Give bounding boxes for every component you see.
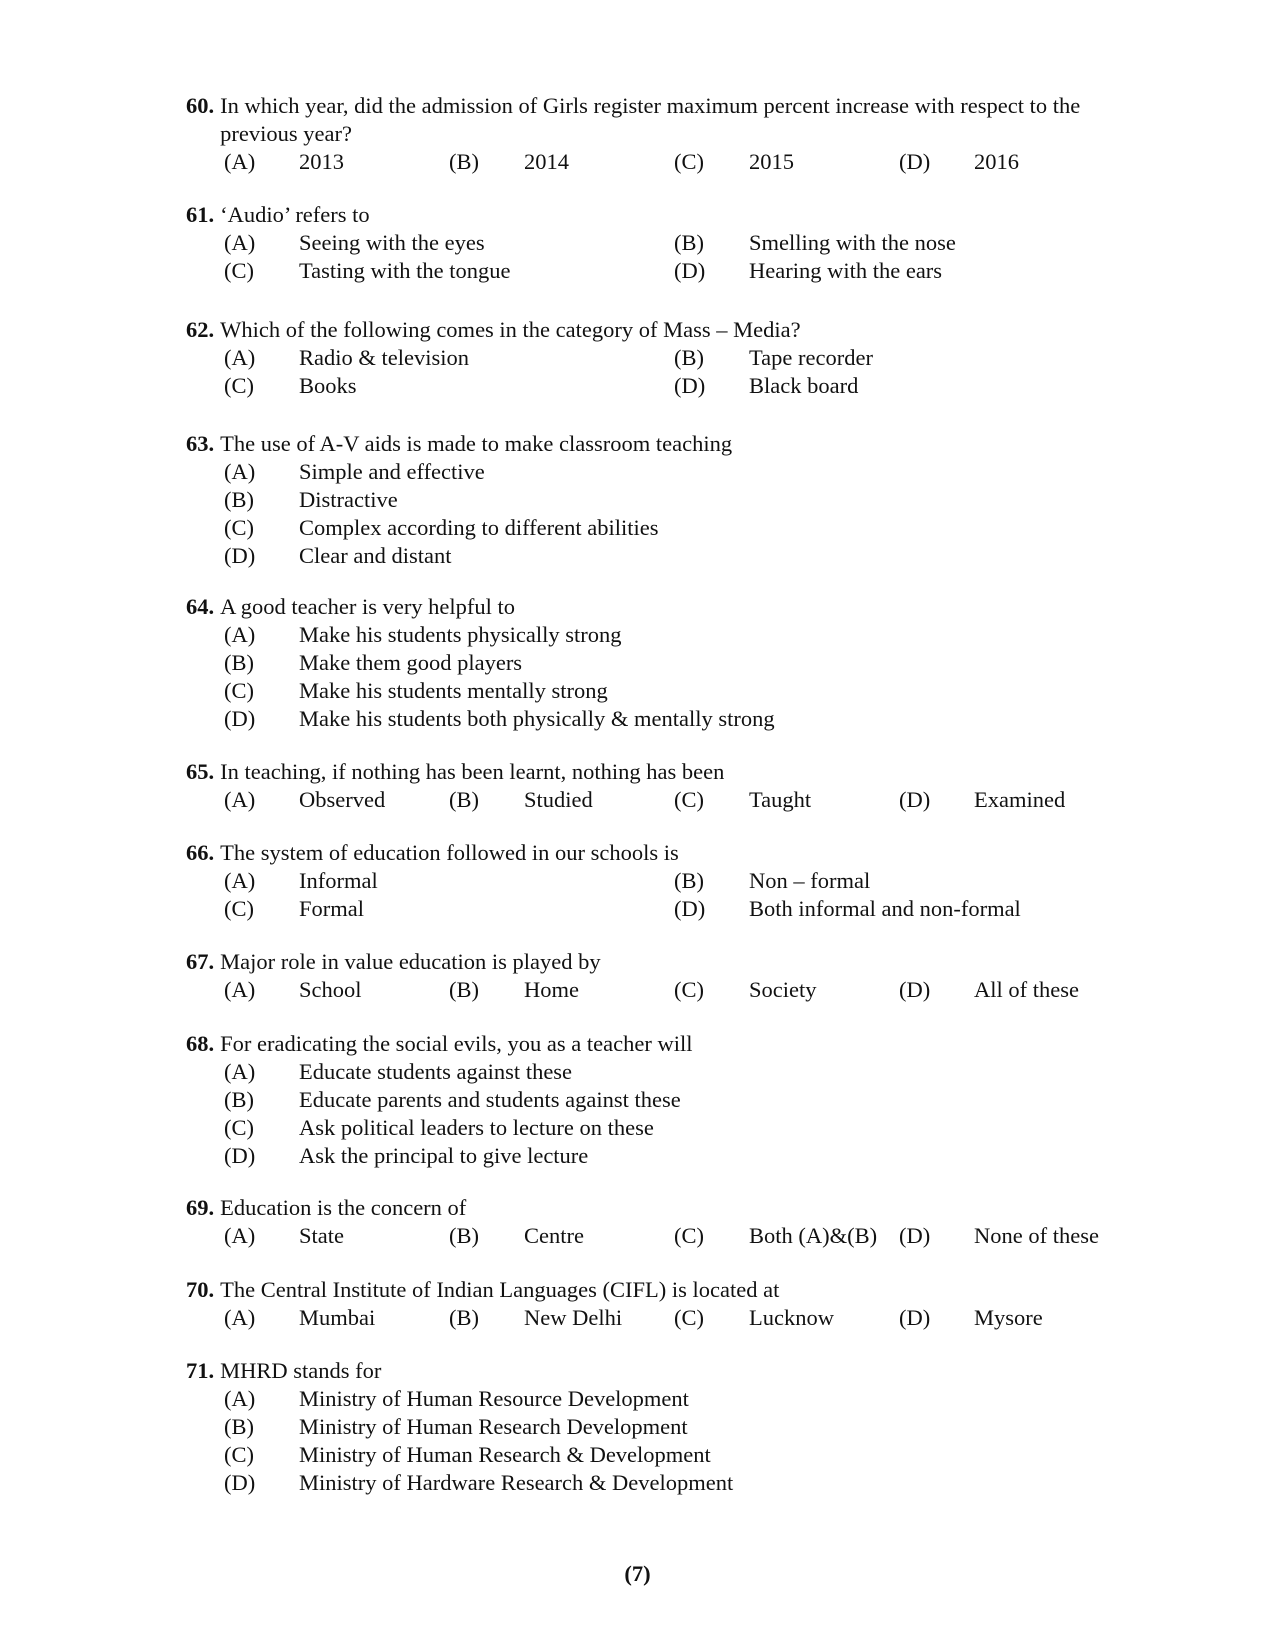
option-d: [674, 372, 1124, 400]
option-d: [224, 1469, 733, 1497]
option-row: [224, 1441, 1146, 1469]
option-row: [224, 1058, 1146, 1086]
option-a: [224, 458, 485, 486]
option-d: [674, 257, 1124, 285]
option-text: Make his students physically strong: [299, 622, 622, 647]
option-text: 2014: [524, 149, 569, 174]
option-text: State: [299, 1223, 344, 1248]
option-d: [899, 786, 1124, 814]
option-label: (B): [674, 868, 704, 893]
question-stem: [186, 201, 1146, 229]
option-group: [224, 1222, 1146, 1250]
option-row: [224, 458, 1146, 486]
question-number: 60.: [186, 93, 215, 118]
option-b: [449, 1304, 674, 1332]
option-row: [224, 976, 1146, 1004]
option-label: (D): [674, 258, 706, 283]
question-69: [186, 1194, 1146, 1250]
option-text: Ask political leaders to lecture on these: [299, 1115, 654, 1140]
question-number: 68.: [186, 1031, 215, 1056]
option-label: (D): [224, 1470, 256, 1495]
question-number: 63.: [186, 431, 215, 456]
option-text: Clear and distant: [299, 543, 452, 568]
option-label: (A): [224, 230, 256, 255]
option-text: Ministry of Human Research Development: [299, 1414, 688, 1439]
question-stem: [186, 92, 1146, 148]
option-text: Tasting with the tongue: [299, 258, 511, 283]
question-number: 67.: [186, 949, 215, 974]
option-a: [224, 1385, 689, 1413]
option-text: Formal: [299, 896, 364, 921]
option-group: [224, 621, 1146, 733]
option-label: (D): [224, 706, 256, 731]
question-number: 71.: [186, 1358, 215, 1383]
option-text: Observed: [299, 787, 386, 812]
question-stem: [186, 1194, 1146, 1222]
option-b: [674, 867, 1124, 895]
question-text: Which of the following comes in the category of Mass – Media?: [220, 317, 801, 342]
option-b: [224, 1413, 688, 1441]
option-a: [224, 1304, 449, 1332]
question-stem: [186, 839, 1146, 867]
option-label: (A): [224, 1059, 256, 1084]
option-a: [224, 148, 449, 176]
option-label: (B): [449, 149, 479, 174]
option-label: (C): [224, 1115, 254, 1140]
option-label: (B): [674, 345, 704, 370]
question-number: 61.: [186, 202, 215, 227]
option-a: [224, 867, 674, 895]
option-d: [224, 705, 775, 733]
option-row: [224, 649, 1146, 677]
option-row: [224, 867, 1146, 895]
question-number: 65.: [186, 759, 215, 784]
option-label: (D): [899, 1223, 931, 1248]
option-row: [224, 705, 1146, 733]
option-row: [224, 344, 1146, 372]
option-c: [224, 677, 608, 705]
option-group: [224, 229, 1146, 285]
question-62: [186, 316, 1146, 400]
option-d: [899, 1222, 1124, 1250]
option-text: All of these: [974, 977, 1079, 1002]
option-label: (B): [449, 1305, 479, 1330]
question-text: ‘Audio’ refers to: [220, 202, 370, 227]
option-text: Seeing with the eyes: [299, 230, 485, 255]
page-number: (7): [624, 1561, 651, 1586]
option-b: [674, 344, 1124, 372]
option-row: [224, 486, 1146, 514]
question-60: [186, 92, 1146, 176]
option-row: [224, 1142, 1146, 1170]
option-text: Educate students against these: [299, 1059, 573, 1084]
option-row: [224, 229, 1146, 257]
option-text: Black board: [749, 373, 859, 398]
option-c: [224, 1441, 711, 1469]
question-65: [186, 758, 1146, 814]
option-a: [224, 1058, 572, 1086]
option-text: School: [299, 977, 362, 1002]
option-text: Tape recorder: [749, 345, 873, 370]
option-text: Radio & television: [299, 345, 469, 370]
option-text: Lucknow: [749, 1305, 834, 1330]
option-label: (A): [224, 345, 256, 370]
question-number: 62.: [186, 317, 215, 342]
question-stem: [186, 948, 1146, 976]
option-label: (D): [899, 977, 931, 1002]
option-text: Hearing with the ears: [749, 258, 943, 283]
option-group: [224, 148, 1146, 176]
option-group: [224, 458, 1146, 570]
option-label: (B): [224, 650, 254, 675]
option-text: 2015: [749, 149, 794, 174]
option-label: (C): [224, 258, 254, 283]
option-row: [224, 677, 1146, 705]
question-68: [186, 1030, 1146, 1170]
option-label: (D): [899, 1305, 931, 1330]
option-label: (B): [449, 977, 479, 1002]
option-d: [899, 148, 1124, 176]
question-63: [186, 430, 1146, 570]
question-text: Education is the concern of: [220, 1195, 467, 1220]
option-group: [224, 1304, 1146, 1332]
option-label: (B): [674, 230, 704, 255]
option-text: Non – formal: [749, 868, 871, 893]
option-b: [224, 486, 398, 514]
question-66: [186, 839, 1146, 923]
option-d: [224, 542, 451, 570]
option-row: [224, 542, 1146, 570]
option-text: Home: [524, 977, 579, 1002]
question-stem: [186, 430, 1146, 458]
option-c: [224, 514, 658, 542]
option-label: (D): [674, 373, 706, 398]
option-a: [224, 621, 621, 649]
option-row: [224, 148, 1146, 176]
option-b: [449, 786, 674, 814]
option-b: [224, 1086, 681, 1114]
option-c: [224, 895, 674, 923]
option-label: (A): [224, 1386, 256, 1411]
option-label: (D): [224, 543, 256, 568]
option-b: [674, 229, 1124, 257]
option-b: [224, 649, 522, 677]
option-d: [224, 1142, 588, 1170]
option-label: (C): [224, 678, 254, 703]
option-label: (B): [224, 1414, 254, 1439]
question-stem: [186, 1276, 1146, 1304]
option-label: (C): [674, 149, 704, 174]
option-text: Books: [299, 373, 357, 398]
option-text: Taught: [749, 787, 812, 812]
option-row: [224, 1304, 1146, 1332]
option-row: [224, 1222, 1146, 1250]
option-group: [224, 786, 1146, 814]
option-label: (D): [899, 787, 931, 812]
option-text: Society: [749, 977, 817, 1002]
option-a: [224, 786, 449, 814]
option-text: Both (A)&(B): [749, 1223, 878, 1248]
option-label: (B): [224, 487, 254, 512]
option-text: 2013: [299, 149, 344, 174]
option-text: Informal: [299, 868, 378, 893]
option-label: (A): [224, 149, 256, 174]
option-a: [224, 976, 449, 1004]
option-label: (A): [224, 1305, 256, 1330]
question-number: 66.: [186, 840, 215, 865]
option-text: Ministry of Human Research & Development: [299, 1442, 711, 1467]
option-b: [449, 976, 674, 1004]
option-label: (C): [224, 373, 254, 398]
option-label: (A): [224, 787, 256, 812]
option-text: Ask the principal to give lecture: [299, 1143, 589, 1168]
option-text: Distractive: [299, 487, 398, 512]
option-text: New Delhi: [524, 1305, 623, 1330]
option-row: [224, 1469, 1146, 1497]
option-d: [899, 1304, 1124, 1332]
option-text: Mumbai: [299, 1305, 376, 1330]
option-row: [224, 514, 1146, 542]
question-number: 70.: [186, 1277, 215, 1302]
option-a: [224, 229, 674, 257]
option-d: [674, 895, 1124, 923]
question-text: The Central Institute of Indian Languages (CIFL) is located at: [220, 1277, 780, 1302]
option-text: Studied: [524, 787, 593, 812]
option-text: Smelling with the nose: [749, 230, 956, 255]
question-text: For eradicating the social evils, you as a teacher will: [220, 1031, 693, 1056]
option-text: Ministry of Hardware Research & Development: [299, 1470, 734, 1495]
option-row: [224, 1114, 1146, 1142]
option-c: [674, 1222, 899, 1250]
option-label: (A): [224, 622, 256, 647]
option-label: (A): [224, 977, 256, 1002]
question-text: A good teacher is very helpful to: [220, 594, 516, 619]
question-text: Major role in value education is played by: [220, 949, 601, 974]
option-text: Make his students mentally strong: [299, 678, 608, 703]
option-label: (C): [224, 515, 254, 540]
option-row: [224, 257, 1146, 285]
option-text: None of these: [974, 1223, 1099, 1248]
option-label: (D): [674, 896, 706, 921]
option-label: (A): [224, 868, 256, 893]
option-label: (D): [224, 1143, 256, 1168]
question-stem: [186, 758, 1146, 786]
option-row: [224, 372, 1146, 400]
option-c: [674, 786, 899, 814]
option-b: [449, 148, 674, 176]
option-label: (C): [674, 787, 704, 812]
option-text: Examined: [974, 787, 1066, 812]
option-label: (C): [224, 896, 254, 921]
option-group: [224, 1385, 1146, 1497]
option-c: [224, 1114, 654, 1142]
option-d: [899, 976, 1124, 1004]
option-text: Ministry of Human Resource Development: [299, 1386, 689, 1411]
option-label: (C): [674, 1305, 704, 1330]
question-stem: [186, 316, 1146, 344]
option-text: Mysore: [974, 1305, 1043, 1330]
question-stem: [186, 593, 1146, 621]
question-stem: [186, 1357, 1146, 1385]
option-label: (C): [224, 1442, 254, 1467]
option-text: Educate parents and students against these: [299, 1087, 681, 1112]
question-71: [186, 1357, 1146, 1497]
option-c: [674, 148, 899, 176]
question-text: In which year, did the admission of Girls register maximum percent increase with respect to the previous year?: [220, 93, 1081, 146]
option-row: [224, 1385, 1146, 1413]
question-stem: [186, 1030, 1146, 1058]
option-label: (C): [674, 1223, 704, 1248]
option-label: (C): [674, 977, 704, 1002]
option-group: [224, 976, 1146, 1004]
option-label: (B): [449, 1223, 479, 1248]
option-text: Centre: [524, 1223, 584, 1248]
option-text: Make his students both physically & mentally strong: [299, 706, 775, 731]
option-label: (D): [899, 149, 931, 174]
question-70: [186, 1276, 1146, 1332]
option-text: Complex according to different abilities: [299, 515, 659, 540]
question-64: [186, 593, 1146, 733]
option-row: [224, 1413, 1146, 1441]
option-label: (A): [224, 1223, 256, 1248]
option-b: [449, 1222, 674, 1250]
question-67: [186, 948, 1146, 1004]
option-c: [224, 372, 674, 400]
option-c: [224, 257, 674, 285]
option-row: [224, 786, 1146, 814]
option-a: [224, 344, 674, 372]
option-label: (A): [224, 459, 256, 484]
question-text: The system of education followed in our schools is: [220, 840, 679, 865]
question-text: In teaching, if nothing has been learnt, nothing has been: [220, 759, 725, 784]
option-label: (B): [449, 787, 479, 812]
option-row: [224, 621, 1146, 649]
option-text: Make them good players: [299, 650, 523, 675]
option-text: 2016: [974, 149, 1019, 174]
option-a: [224, 1222, 449, 1250]
question-text: The use of A-V aids is made to make classroom teaching: [220, 431, 733, 456]
option-group: [224, 867, 1146, 923]
option-text: Simple and effective: [299, 459, 485, 484]
option-group: [224, 344, 1146, 400]
question-61: [186, 201, 1146, 285]
option-label: (B): [224, 1087, 254, 1112]
option-c: [674, 976, 899, 1004]
question-text: MHRD stands for: [220, 1358, 382, 1383]
option-c: [674, 1304, 899, 1332]
option-text: Both informal and non-formal: [749, 896, 1021, 921]
question-number: 69.: [186, 1195, 215, 1220]
question-number: 64.: [186, 594, 215, 619]
option-row: [224, 1086, 1146, 1114]
option-row: [224, 895, 1146, 923]
option-group: [224, 1058, 1146, 1170]
